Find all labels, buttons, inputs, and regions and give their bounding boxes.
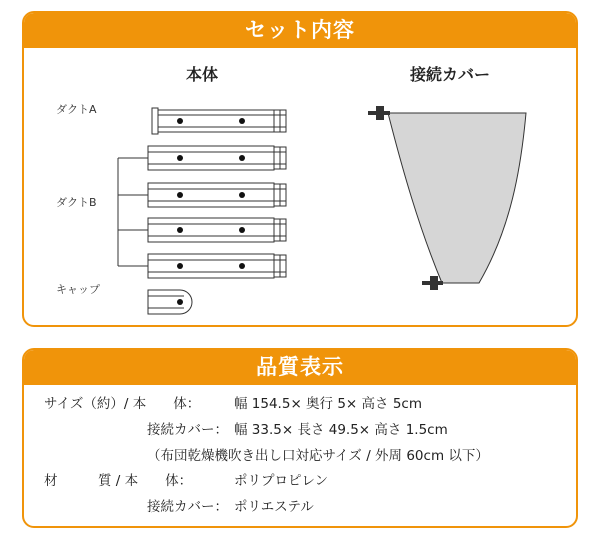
parts-illustration [24,48,576,325]
size-cover-label: 接続カバー： [147,422,228,438]
size-cover-value: 幅 33.5× 長さ 49.5× 高さ 1.5cm [234,422,448,438]
material-body-value: ポリプロピレン [234,473,329,489]
duct-b-1-icon [148,146,286,170]
material-cover-value: ポリエステル [234,499,314,515]
duct-a-label: ダクトA [56,103,97,116]
size-body-value: 幅 154.5× 奥行 5× 高さ 5cm [234,396,422,412]
connection-cover-icon [368,106,526,290]
cap-label: キャップ [56,283,100,296]
duct-a-icon [152,108,286,134]
quality-label-panel [22,348,578,528]
cover-title: 接続カバー [410,65,491,84]
size-note: （布団乾燥機吹き出し口対応サイズ / 外周 60cm 以下） [147,448,489,464]
material-cover-label: 接続カバー： [147,499,228,515]
material-label: 材 質 / 本 体： [44,473,193,489]
size-label: サイズ（約）/ 本 体： [44,396,201,412]
set-contents-panel [22,11,578,327]
duct-b-label: ダクトB [56,196,97,209]
duct-b-bracket [118,158,148,266]
set-contents-heading: セット内容 [24,13,576,48]
duct-b-4-icon [148,254,286,278]
quality-heading: 品質表示 [24,350,576,385]
cap-icon [148,290,192,314]
duct-b-3-icon [148,218,286,242]
duct-b-2-icon [148,183,286,207]
body-title: 本体 [186,65,219,84]
